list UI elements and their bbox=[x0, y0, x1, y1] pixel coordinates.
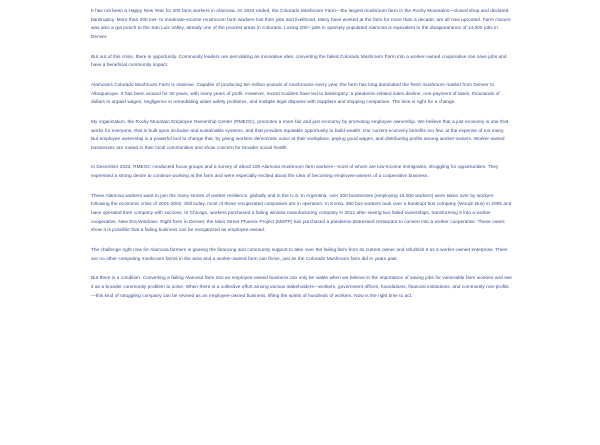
paragraph-rmeoc: My organization, the Rocky Mountain Employee Ownership Center (RMEOC), promotes a more fair and just economy by promoting employee ownership. We believe that a just economy is one that works for everyone, that is built upon inclusive and sustainable systems, and that provides equitable opportunity to build wealth. Our current economy benefits too few, at the expense of too many. But employee ownership is a powerful tool to change that, by giving workers democratic voice at their workplace, paying good wages, and distributing profits among worker-owners. Worker-owned businesses are rooted in their local communities and show concern for broader social health. bbox=[91, 119, 509, 151]
paragraph-condition: But there is a condition. Converting a failing Alamosa farm into an employee-owned business can only be viable when we believe in the importance of saving jobs for vulnerable farm workers and see it as a broader community problem to solve. When there is a collective effort among various stakeholders—workers, government offices, foundations, financial institutions, and community non-profits—this kind of struggling company can be revived as an employee-owned business, lifting the spirits of hundreds of workers. Now is the right time to act. bbox=[91, 276, 512, 299]
paragraph-challenge: The challenge right now for Alamosa farmers is gaining the financing and community support to take over the failing farm from its current owner and refurbish it as a worker-owned enterprise. There are no other competing mushroom farms in the area and a worker-owned farm can thrive, just as the Colorado Mushroom farm did in years past. bbox=[91, 248, 508, 262]
paragraph-worker-resilience: These Alamosa workers want to join the many stories of worker resilience, globally and in the U.S. In Argentina, over 300 businesses (employing 15,000 workers) were taken over by workers following the economic crisis of 2001-2002. Still today, most of these recuperated companies are in operation. In Korea, 350 bus workers took over a bankrupt bus company (Woojin Bus) in 2005 and have operated their company with success. In Chicago, workers purchased a failing window manufacturing company in 2012 after seeing two failed ownerships, transforming it into a worker cooperative, New Era Windows. Right here in Denver, the Main Street Phoenix Project (MSPP) has purchased a pandemic-distressed restaurant to convert into a worker cooperative. These cases show it is possible that a failing business can be reorganized as employee-owned. bbox=[91, 193, 512, 234]
paragraph-farm-background: Alamosa's Colorado Mushroom Farm is massive. Capable of producing ten million pounds of mushrooms every year, the farm has long dominated the fresh mushroom market from Denver to Albuquerque. It has been around for 40 years, with many years of profit. However, recent troubles have led to bankruptcy: a pandemic-related sales decline, non-payment of taxes, thousands of dollars in unpaid wages, negligence in remediating water safety problems, and multiple legal disputes with suppliers and shipping companies. The time is right for a change. bbox=[91, 82, 500, 106]
paragraph-intro: It has not been a Happy New Year for 200 farm workers in Alamosa. As 2022 ended, the Colorado Mushroom Farm—the largest mushroom farm in the Rocky Mountains—closed shop and declared bankruptcy. More than 200 low- to moderate-income mushroom farm workers lost their jobs and livelihood. Many have worked at the farm for more than a decade; are all now uprooted. Farm closure was also a gut punch to the San Luis Valley, already one of the poorest areas in Colorado. Losing 200+ jobs in sparsely populated Alamosa is equivalent to the disappearance of 14,000 jobs in Denver. bbox=[91, 9, 511, 40]
paragraph-survey: In December 2022, RMEOC conducted focus groups and a survey of about 100 Alamosa mushroom farm workers—most of whom are low-income immigrants, struggling for opportunities. They expressed a strong desire to continue working at the farm and were especially excited about the idea of becoming employee-owners of a cooperative business. bbox=[91, 165, 499, 180]
paragraph-opportunity: But out of this crisis, there is opportunity. Community leaders are percolating an innovative idea: converting the failed Colorado Mushroom Farm into a worker-owned cooperative can save jobs and have a beneficial community impact. bbox=[91, 54, 507, 69]
